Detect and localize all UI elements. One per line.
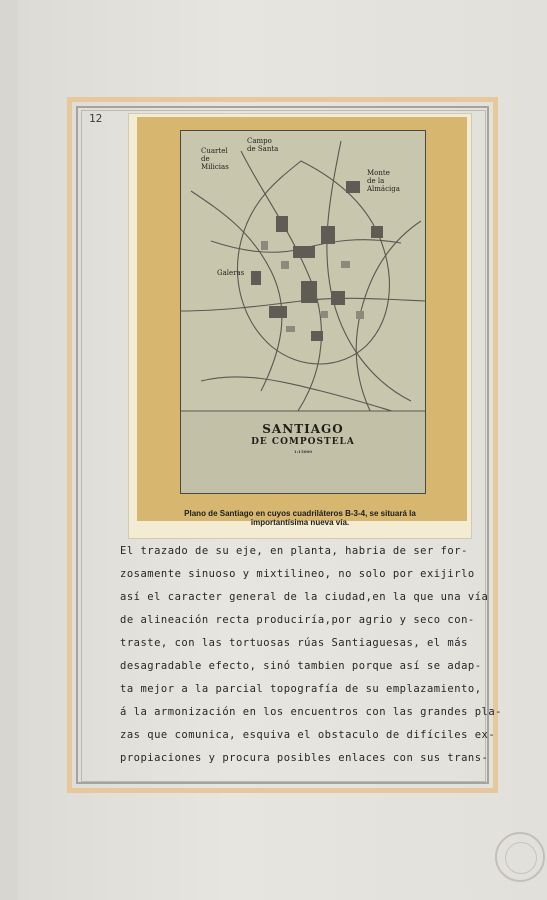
text-line: así el caracter general de la ciudad,en la que una vía — [120, 591, 489, 603]
map-label-monte: Monte de la Almáciga — [367, 169, 400, 193]
text-line: de alineación recta produciría,por agrio y seco con- — [120, 614, 475, 626]
text-line: ta mejor a la parcial topografía de su emplazamiento, — [120, 683, 482, 695]
text-line: á la armonización en los encuentros con las grandes pla- — [120, 706, 503, 718]
city-map — [180, 130, 426, 494]
text-line: propiaciones y procura posibles enlaces con sus trans- — [120, 752, 489, 764]
text-line: traste, con las tortuosas rúas Santiaguesas, el más — [120, 637, 468, 649]
map-subtitle: DE COMPOSTELA — [251, 437, 355, 447]
library-stamp — [495, 832, 545, 882]
map-title: SANTIAGO — [262, 422, 344, 436]
text-line: zosamente sinuoso y mixtilineo, no solo por exijirlo — [120, 568, 475, 580]
text-line: desagradable efecto, sinó tambien porque así se adap- — [120, 660, 482, 672]
body-text — [120, 540, 503, 770]
stamp-inner — [505, 842, 537, 874]
caption-line-1: Plano de Santiago en cuyos cuadriláteros B-3-4, se situará la — [184, 509, 416, 518]
text-line: El trazado de su eje, en planta, habria de ser for- — [120, 545, 468, 557]
caption-line-2: importantísima nueva vía. — [250, 518, 350, 527]
map-label-cuartel: Cuartel de Milicias — [201, 147, 229, 171]
page-number: 12 — [89, 112, 103, 125]
text-line: zas que comunica, esquiva el obstaculo de difíciles ex- — [120, 729, 496, 741]
map-scale: 1:15000 — [293, 449, 313, 454]
map-caption — [150, 509, 450, 527]
map-label-galeras: Galeras — [217, 269, 245, 277]
map-label-campo: Campo de Santa — [247, 137, 279, 153]
